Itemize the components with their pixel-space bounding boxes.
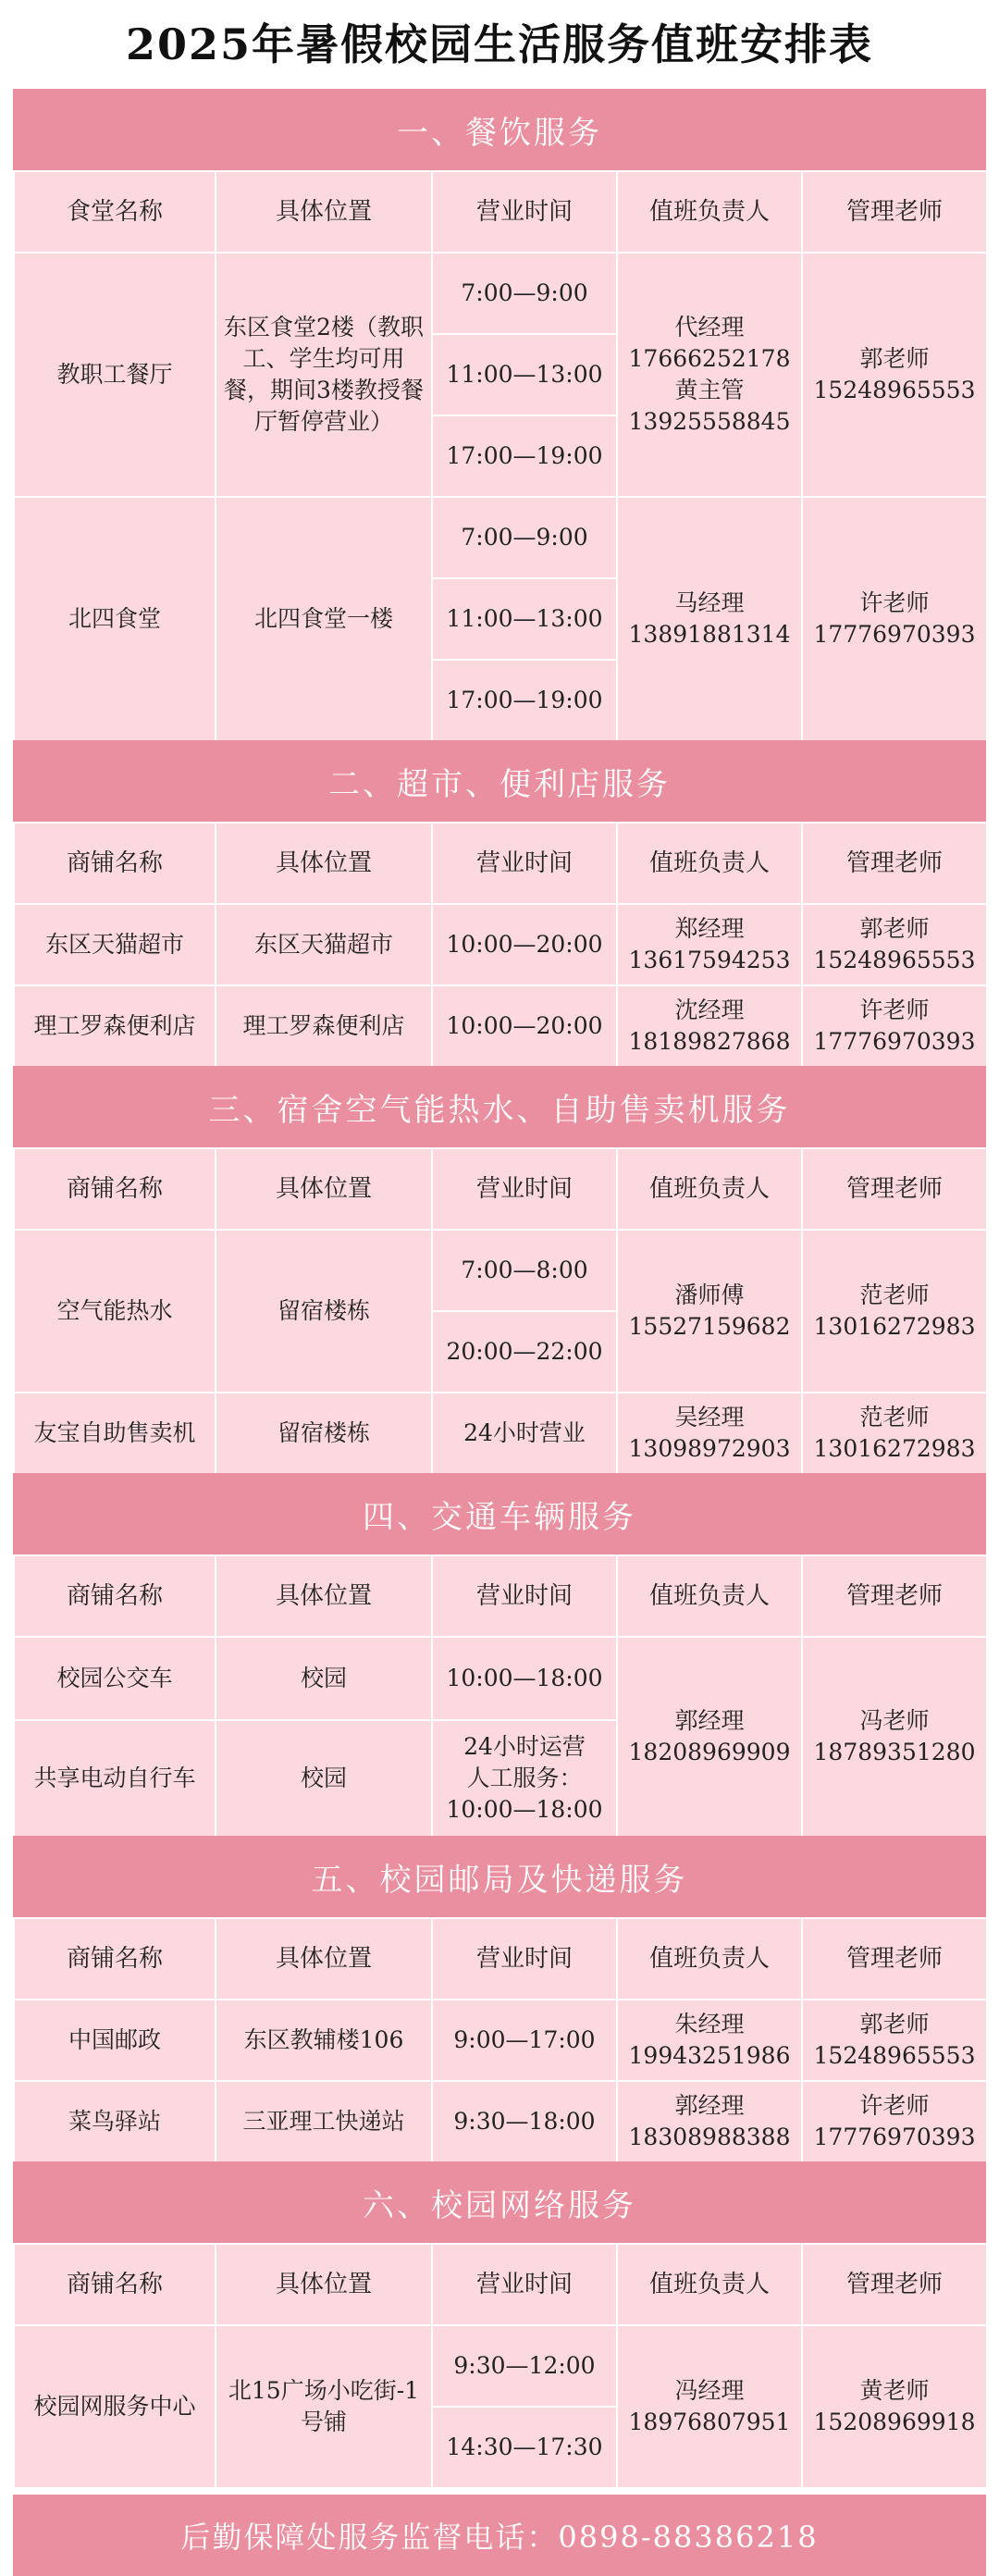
duty-manager	[617, 497, 802, 741]
duty-name: 代经理	[674, 314, 745, 341]
teacher-name: 郭老师	[859, 345, 930, 372]
hours-cell: 9:30—18:00	[432, 2081, 617, 2162]
section-heading-network: 六、校园网络服务	[13, 2161, 986, 2243]
header-cell: 营业时间	[432, 1918, 617, 2000]
header-cell: 食堂名称	[14, 171, 216, 253]
table-row	[14, 985, 987, 1067]
teacher-name: 许老师	[859, 2092, 930, 2119]
table-row	[14, 904, 987, 985]
venue-name: 校园公交车	[14, 1637, 216, 1720]
venue-location: 东区天猫超市	[216, 904, 432, 985]
section-heading-dining: 一、餐饮服务	[13, 89, 986, 170]
duty-phone: 13925558845	[628, 408, 791, 435]
table-row	[14, 253, 987, 334]
header-cell: 具体位置	[216, 823, 432, 904]
duty-name: 沈经理	[674, 997, 745, 1023]
table-row	[14, 2000, 987, 2081]
hours-cell: 9:30—12:00	[432, 2325, 617, 2407]
duty-manager	[617, 1637, 802, 1837]
admin-teacher	[802, 497, 987, 741]
duty-manager	[617, 253, 802, 497]
venue-name: 友宝自助售卖机	[14, 1393, 216, 1474]
venue-location: 三亚理工快递站	[216, 2081, 432, 2162]
duty-name: 郑经理	[674, 915, 745, 942]
teacher-name: 范老师	[859, 1282, 930, 1308]
section-heading-dorm: 三、宿舍空气能热水、自助售卖机服务	[13, 1066, 986, 1147]
teacher-name: 黄老师	[859, 2377, 930, 2404]
teacher-name: 冯老师	[859, 1707, 930, 1734]
duty-phone: 17666252178	[628, 345, 791, 372]
venue-name: 理工罗森便利店	[14, 985, 216, 1067]
duty-name: 潘师傅	[674, 1282, 745, 1308]
table-header-row	[14, 1148, 987, 1230]
hours-cell: 11:00—13:00	[432, 334, 617, 415]
admin-teacher	[802, 2325, 987, 2488]
teacher-phone: 15248965553	[813, 2042, 976, 2069]
section-heading-market: 二、超市、便利店服务	[13, 740, 986, 822]
table-row	[14, 497, 987, 578]
duty-name: 吴经理	[674, 1404, 745, 1430]
venue-location: 校园	[216, 1720, 432, 1837]
header-cell: 具体位置	[216, 1918, 432, 2000]
hours-cell: 14:30—17:30	[432, 2407, 617, 2488]
header-cell: 商铺名称	[14, 2244, 216, 2325]
header-cell: 具体位置	[216, 2244, 432, 2325]
header-cell: 值班负责人	[617, 171, 802, 253]
venue-location: 东区食堂2楼（教职工、学生均可用餐，期间3楼教授餐厅暂停营业）	[216, 253, 432, 497]
duty-manager	[617, 985, 802, 1067]
header-cell: 管理老师	[802, 2244, 987, 2325]
teacher-name: 许老师	[859, 997, 930, 1023]
admin-teacher	[802, 253, 987, 497]
hours-line: 人工服务：	[466, 1765, 583, 1791]
venue-location: 理工罗森便利店	[216, 985, 432, 1067]
header-cell: 具体位置	[216, 1148, 432, 1230]
teacher-phone: 17776970393	[813, 1028, 976, 1055]
duty-phone: 18976807951	[628, 2409, 791, 2435]
duty-phone: 15527159682	[628, 1313, 791, 1340]
admin-teacher	[802, 2081, 987, 2162]
venue-name: 空气能热水	[14, 1230, 216, 1393]
admin-teacher	[802, 1637, 987, 1837]
table-row	[14, 1393, 987, 1474]
teacher-phone: 13016272983	[813, 1435, 976, 1462]
venue-name: 菜鸟驿站	[14, 2081, 216, 2162]
venue-name: 共享电动自行车	[14, 1720, 216, 1837]
header-cell: 值班负责人	[617, 823, 802, 904]
teacher-name: 郭老师	[859, 2011, 930, 2037]
header-cell: 管理老师	[802, 823, 987, 904]
header-cell: 商铺名称	[14, 1148, 216, 1230]
teacher-phone: 13016272983	[813, 1313, 976, 1340]
hours-cell: 10:00—20:00	[432, 985, 617, 1067]
teacher-name: 许老师	[859, 589, 930, 616]
footer-hotline: 后勤保障处服务监督电话：0898-88386218	[13, 2495, 986, 2576]
admin-teacher	[802, 904, 987, 985]
network-table	[13, 2243, 988, 2489]
header-cell: 值班负责人	[617, 2244, 802, 2325]
hours-cell: 24小时营业	[432, 1393, 617, 1474]
duty-phone: 18189827868	[628, 1028, 791, 1055]
venue-name: 教职工餐厅	[14, 253, 216, 497]
header-cell: 营业时间	[432, 2244, 617, 2325]
duty-name: 郭经理	[674, 1707, 745, 1734]
teacher-phone: 17776970393	[813, 2124, 976, 2150]
header-cell: 管理老师	[802, 1918, 987, 2000]
venue-name: 东区天猫超市	[14, 904, 216, 985]
venue-location: 留宿楼栋	[216, 1230, 432, 1393]
duty-name: 郭经理	[674, 2092, 745, 2119]
teacher-name: 范老师	[859, 1404, 930, 1430]
duty-name: 朱经理	[674, 2011, 745, 2037]
transport-table	[13, 1554, 988, 1838]
duty-name: 冯经理	[674, 2377, 745, 2404]
duty-phone: 18308988388	[628, 2124, 791, 2150]
teacher-phone: 15248965553	[813, 377, 976, 403]
table-row	[14, 1637, 987, 1720]
hours-cell: 10:00—18:00	[432, 1637, 617, 1720]
header-cell: 管理老师	[802, 1555, 987, 1637]
duty-name: 黄主管	[674, 377, 745, 403]
duty-manager	[617, 1230, 802, 1393]
table-row	[14, 2081, 987, 2162]
table-row	[14, 2325, 987, 2407]
admin-teacher	[802, 1230, 987, 1393]
teacher-phone: 17776970393	[813, 621, 976, 648]
table-header-row	[14, 823, 987, 904]
table-header-row	[14, 171, 987, 253]
admin-teacher	[802, 1393, 987, 1474]
hours-cell: 9:00—17:00	[432, 2000, 617, 2081]
teacher-phone: 15208969918	[813, 2409, 976, 2435]
duty-manager	[617, 2000, 802, 2081]
duty-phone: 13891881314	[628, 621, 791, 648]
hours-cell: 7:00—8:00	[432, 1230, 617, 1311]
duty-phone: 19943251986	[628, 2042, 791, 2069]
teacher-phone: 15248965553	[813, 947, 976, 973]
venue-name: 北四食堂	[14, 497, 216, 741]
duty-manager	[617, 904, 802, 985]
duty-phone: 13617594253	[628, 947, 791, 973]
duty-phone: 18208969909	[628, 1739, 791, 1765]
admin-teacher	[802, 2000, 987, 2081]
header-cell: 具体位置	[216, 171, 432, 253]
venue-location: 校园	[216, 1637, 432, 1720]
hours-cell: 10:00—20:00	[432, 904, 617, 985]
hours-cell: 7:00—9:00	[432, 497, 617, 578]
header-cell: 值班负责人	[617, 1555, 802, 1637]
dining-table	[13, 170, 988, 742]
venue-location: 东区教辅楼106	[216, 2000, 432, 2081]
duty-name: 马经理	[674, 589, 745, 616]
table-header-row	[14, 1918, 987, 2000]
table-header-row	[14, 1555, 987, 1637]
hours-cell	[432, 1720, 617, 1837]
section-heading-transport: 四、交通车辆服务	[13, 1473, 986, 1554]
venue-name: 校园网服务中心	[14, 2325, 216, 2488]
section-heading-post: 五、校园邮局及快递服务	[13, 1836, 986, 1917]
venue-location: 留宿楼栋	[216, 1393, 432, 1474]
hours-cell: 11:00—13:00	[432, 578, 617, 660]
hours-line: 24小时运营	[463, 1733, 586, 1760]
hours-cell: 17:00—19:00	[432, 415, 617, 497]
page-title: 2025年暑假校园生活服务值班安排表	[125, 19, 874, 69]
venue-location: 北四食堂一楼	[216, 497, 432, 741]
header-cell: 管理老师	[802, 1148, 987, 1230]
header-cell: 营业时间	[432, 171, 617, 253]
market-table	[13, 822, 988, 1068]
header-cell: 商铺名称	[14, 1555, 216, 1637]
venue-location: 北15广场小吃街-1号铺	[216, 2325, 432, 2488]
duty-manager	[617, 2325, 802, 2488]
duty-phone: 13098972903	[628, 1435, 791, 1462]
header-cell: 商铺名称	[14, 1918, 216, 2000]
hours-cell: 20:00—22:00	[432, 1311, 617, 1393]
post-table	[13, 1917, 988, 2163]
hours-cell: 7:00—9:00	[432, 253, 617, 334]
dorm-table	[13, 1147, 988, 1475]
hours-cell: 17:00—19:00	[432, 660, 617, 741]
teacher-name: 郭老师	[859, 915, 930, 942]
header-cell: 营业时间	[432, 1555, 617, 1637]
header-cell: 商铺名称	[14, 823, 216, 904]
teacher-phone: 18789351280	[813, 1739, 976, 1765]
table-row	[14, 1230, 987, 1311]
duty-manager	[617, 2081, 802, 2162]
header-cell: 营业时间	[432, 1148, 617, 1230]
header-cell: 值班负责人	[617, 1918, 802, 2000]
duty-manager	[617, 1393, 802, 1474]
header-cell: 值班负责人	[617, 1148, 802, 1230]
hours-line: 10:00—18:00	[446, 1796, 603, 1823]
admin-teacher	[802, 985, 987, 1067]
table-header-row	[14, 2244, 987, 2325]
header-cell: 管理老师	[802, 171, 987, 253]
venue-name: 中国邮政	[14, 2000, 216, 2081]
header-cell: 营业时间	[432, 823, 617, 904]
header-cell: 具体位置	[216, 1555, 432, 1637]
